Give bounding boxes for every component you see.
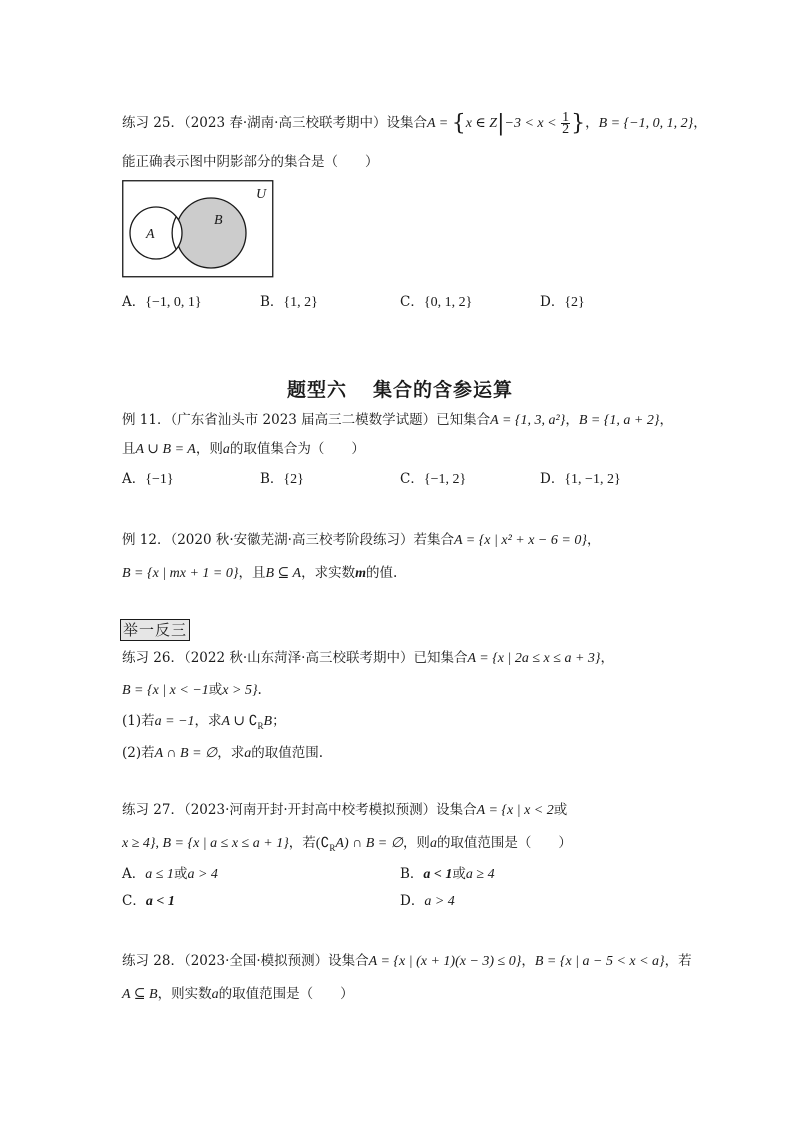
ex26-q2-end: 的取值范围. <box>251 745 324 761</box>
ex28-cond: A ⊆ B <box>122 987 158 1002</box>
ex12-setB: B = {x | mx + 1 = 0} <box>122 566 239 581</box>
ex27-line2: x ≥ 4}, B = {x | a ≤ x ≤ a + 1}，若$(∁_RA)$ ∩ B = ∅，则a的取值范围是（ ） <box>122 833 572 858</box>
ex11-line2-pre: 且 <box>122 441 136 457</box>
fraction-den: 2 <box>562 122 570 137</box>
ex27-intro: 练习 27．（2023·河南开封·开封高中校考模拟预测）设集合 <box>122 802 477 818</box>
ex11-option-b[interactable] <box>260 469 304 490</box>
complement-symbol <box>320 834 335 858</box>
option-label: C． <box>122 893 146 909</box>
ex12-end: ， <box>586 532 601 548</box>
ex12-line2 <box>122 563 397 584</box>
ex27-setA-or: 或 <box>553 802 568 818</box>
ex28-setB: B = {x | a − 5 < x < a} <box>534 954 665 969</box>
ex25-line1 <box>122 112 707 135</box>
ex11-option-a[interactable] <box>122 469 174 490</box>
ex27-setB: B = {x | a ≤ x ≤ a + 1} <box>162 836 289 851</box>
ex27-end: 的取值范围是（ ） <box>436 835 572 851</box>
ex28-var: a <box>211 987 219 1002</box>
option-value: {1, −1, 2} <box>564 472 621 487</box>
ex26-q2-var: a <box>244 746 252 761</box>
option-label: A． <box>122 294 146 310</box>
ex27-line1 <box>122 800 567 821</box>
ex11-line1 <box>122 410 673 431</box>
ex26-q1-end: ； <box>272 713 286 729</box>
ex26-q1-pre: (1)若 <box>122 713 155 729</box>
ex28-setA: A = {x | (x + 1)(x − 3) ≤ 0} <box>368 954 522 969</box>
option-value: {−1, 2} <box>423 472 467 487</box>
bar: | <box>497 111 505 136</box>
ex28-line2-end: 的取值范围是（ ） <box>218 986 354 1002</box>
section-heading <box>0 375 800 402</box>
ex12-setA: A = {x | x² + x − 6 = 0} <box>453 533 587 548</box>
ex25-line2: 能正确表示图中阴影部分的集合是（ ） <box>122 154 379 170</box>
option-value-pre: a > 4 <box>424 894 455 909</box>
option-label: C． <box>400 294 424 310</box>
option-value: {1, 2} <box>283 295 318 310</box>
option-label: D． <box>540 294 565 310</box>
ex26-line2 <box>122 680 262 701</box>
ex26-q1-expr-a: A ∪ <box>221 714 249 729</box>
ex25-sep: ， <box>585 115 599 131</box>
ex11-option-d[interactable] <box>540 469 621 490</box>
brace-right: } <box>571 111 586 136</box>
ex27-expr-pre: ( <box>315 836 321 851</box>
ex11-setA: A = {1, 3, a²} <box>490 413 566 428</box>
ex11-var: a <box>222 442 230 457</box>
option-value-pre: a ≤ 1 <box>145 867 174 882</box>
ex26-q2-pre: (2)若 <box>122 745 155 761</box>
option-value: {0, 1, 2} <box>423 295 473 310</box>
section-title: 集合的含参运算 <box>373 379 514 401</box>
ex11-end: ， <box>659 412 673 428</box>
ex12-rel: B ⊆ A <box>265 566 302 581</box>
ex26-line1 <box>122 648 614 669</box>
ex26-setB-or: 或 <box>208 682 223 698</box>
ex11-setB: B = {1, a + 2} <box>578 413 660 428</box>
ex26-setA: A = {x | 2a ≤ x ≤ a + 3} <box>467 651 601 666</box>
ex25-option-d[interactable] <box>540 292 585 313</box>
ex26-q1-cond: a = −1 <box>154 714 195 729</box>
ex26-q2-cond: A ∩ B = ∅ <box>154 746 218 761</box>
ex12-line2-mid: ，且 <box>238 565 266 581</box>
ex27-var: a <box>429 836 437 851</box>
label-b: B <box>214 213 223 228</box>
ex28-line1 <box>122 951 692 972</box>
ex26-line2-end: . <box>257 682 262 698</box>
option-label: C． <box>400 471 424 487</box>
option-value: {2} <box>283 472 304 487</box>
ex12-var: m <box>355 566 366 581</box>
ex25-end: ， <box>693 115 707 131</box>
venn-diagram <box>122 180 274 278</box>
option-value-post: a ≥ 4 <box>465 867 495 882</box>
option-label: D． <box>540 471 565 487</box>
ex27-option-d[interactable] <box>400 891 455 912</box>
option-value: {2} <box>564 295 585 310</box>
ex27-option-a[interactable] <box>122 864 218 885</box>
complement-sub: R <box>257 720 264 731</box>
ex27-then: ，则 <box>402 835 430 851</box>
option-or: 或 <box>173 866 188 882</box>
ex12-intro: 例 12．（2020 秋·安徽芜湖·高三校考阶段练习）若集合 <box>122 532 454 548</box>
ex26-q2-mid: ，求 <box>217 745 245 761</box>
option-label: A． <box>122 471 146 487</box>
complement-char: ∁ <box>320 836 330 851</box>
fraction-num: 1 <box>562 110 570 125</box>
option-value: {−1} <box>145 472 174 487</box>
ex27-option-c[interactable] <box>122 891 175 912</box>
ex27-setA-post: x ≥ 4} <box>122 836 156 851</box>
option-label: B． <box>400 866 424 882</box>
circle-a <box>130 207 182 259</box>
ex11-line2-post: 的取值集合为（ ） <box>229 441 365 457</box>
complement-char: ∁ <box>248 714 258 729</box>
fraction-half <box>561 112 570 135</box>
ex11-cond: A ∪ B = A <box>135 442 196 457</box>
option-label: B． <box>260 471 284 487</box>
option-or: 或 <box>452 866 466 882</box>
ex25-setA-pre: A = <box>426 116 452 131</box>
ex27-expr-post: A) ∩ B = ∅ <box>335 836 403 851</box>
circle-b <box>176 198 246 268</box>
ex25-setB: B = {−1, 0, 1, 2} <box>598 116 694 131</box>
label-a: A <box>146 227 155 242</box>
complement-sub: R <box>329 842 336 853</box>
ex25-option-c[interactable] <box>400 292 472 313</box>
option-value: {−1, 0, 1} <box>145 295 202 310</box>
ex25-setA-body: x ∈ Z <box>465 116 498 131</box>
ex26-setB-post: x > 5} <box>222 683 258 698</box>
ex28-line2 <box>122 984 354 1005</box>
option-label: D． <box>400 893 425 909</box>
ex26-q2 <box>122 743 323 764</box>
ex12-line2-post: ，求实数 <box>301 565 356 581</box>
option-value-pre: a < 1 <box>145 894 175 909</box>
option-label: A． <box>122 866 146 882</box>
ex12-line1 <box>122 530 600 551</box>
ex27-setA-pre: A = {x | x < 2 <box>476 803 554 818</box>
ex26-intro: 练习 26．（2022 秋·山东菏泽·高三校联考期中）已知集合 <box>122 650 468 666</box>
option-label: B． <box>260 294 284 310</box>
ex26-q1-expr-b: B <box>263 714 273 729</box>
option-value-pre: a < 1 <box>423 867 453 882</box>
ex28-intro: 练习 28．（2023·全国·模拟预测）设集合 <box>122 953 369 969</box>
ex27-mid: ，若 <box>288 835 316 851</box>
ex11-line2 <box>122 439 365 460</box>
practice-box-label: 举一反三 <box>120 619 190 641</box>
ex11-option-c[interactable] <box>400 469 466 490</box>
ex11-line2-mid: ，则 <box>195 441 223 457</box>
ex26-end: ， <box>600 650 614 666</box>
brace-left: { <box>451 111 466 136</box>
ex28-line2-mid: ，则实数 <box>157 986 212 1002</box>
ex26-q1 <box>122 711 286 736</box>
ex28-end: ，若 <box>664 953 692 969</box>
ex25-setA-cond: −3 < x < <box>504 116 561 131</box>
option-value-post: a > 4 <box>187 867 218 882</box>
ex25-option-a[interactable] <box>122 292 202 313</box>
ex25-option-b[interactable] <box>260 292 318 313</box>
ex11-sep: ， <box>565 412 579 428</box>
ex25-intro: 练习 25．（2023 春·湖南·高三校联考期中）设集合 <box>122 115 427 131</box>
section-number: 题型六 <box>286 379 347 401</box>
ex26-setB-pre: B = {x | x < −1 <box>122 683 209 698</box>
ex27-option-b[interactable] <box>400 864 495 885</box>
ex11-intro: 例 11．（广东省汕头市 2023 届高三二模数学试题）已知集合 <box>122 412 491 428</box>
label-u: U <box>256 187 267 202</box>
ex12-line2-end: 的值. <box>365 565 398 581</box>
ex28-sep: ， <box>521 953 535 969</box>
ex26-q1-mid: ，求 <box>194 713 222 729</box>
complement-symbol <box>249 712 264 736</box>
